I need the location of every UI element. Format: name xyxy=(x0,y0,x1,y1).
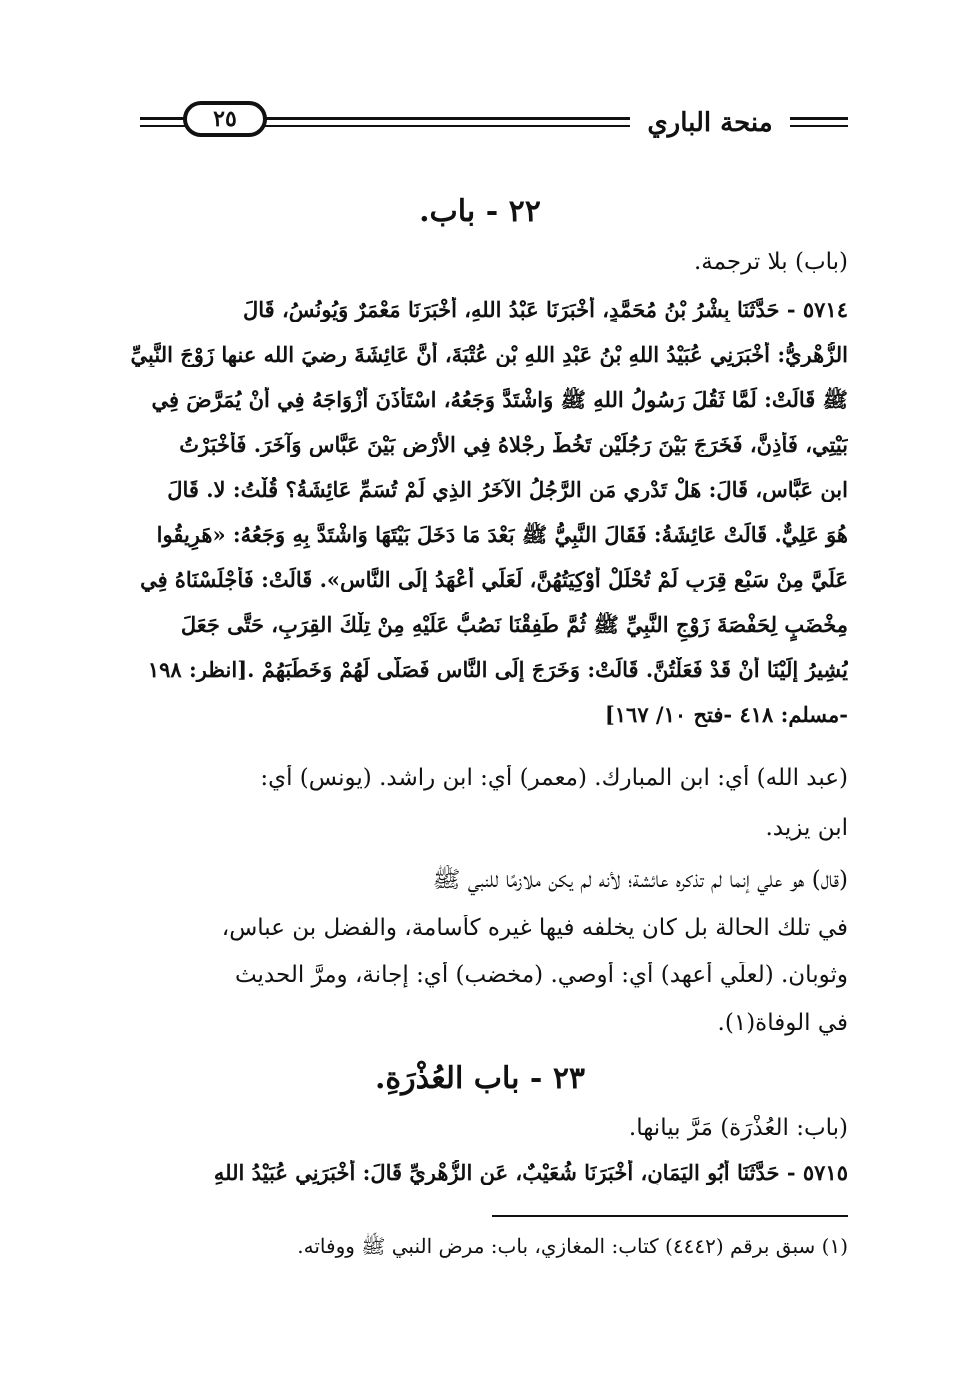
hadith-line: ابن عَبَّاسٍ، قَالَ: هَلْ تَدْرِي مَنِ الرَّجُلُ الآخَرُ الذِي لَمْ تُسَمِّ عَائِشَةُ؟ قُلْتُ: لا. قَالَ xyxy=(167,477,848,502)
commentary-line: (قال) هو علي إنما لم تذكره عائشة؛ لأنه لم يكن ملازمًا للنبي ﷺ xyxy=(432,867,848,893)
hadith-line: ٥٧١٤ - حَدَّثَنَا بِشْرُ بْنُ مُحَمَّدٍ، أَخْبَرَنَا عَبْدُ اللهِ، أَخْبَرَنَا مَعْمَرٌ وَيُونُسُ، قَالَ xyxy=(242,297,848,322)
header-rule-left-bottom xyxy=(140,125,185,127)
page-number: ٢٥ xyxy=(183,101,267,137)
header-rule-middle-bottom xyxy=(265,125,630,127)
section-23-intro: (باب: العُذْرَة) مَرَّ بيانها. xyxy=(628,1115,848,1141)
header-rule-right-top xyxy=(790,117,848,120)
hadith-line: يُشِيرُ إِلَيْنَا أَنْ قَدْ فَعَلْتُنَّ. قَالَتْ: وَخَرَجَ إِلَى النَّاسِ فَصَلَّى لَهُمْ وَخَطَبَهُمْ .[انظر: ١٩٨ xyxy=(147,657,848,682)
commentary-line: ابن يزيد. xyxy=(765,815,848,841)
header-rule-middle-top xyxy=(265,117,630,120)
book-title: منحة الباري xyxy=(647,108,773,138)
hadith-reference: -مسلم: ٤١٨ -فتح ١٠/ ١٦٧] xyxy=(604,702,848,727)
header-rule-right-bottom xyxy=(790,125,848,127)
header-rule-left-top xyxy=(140,117,185,120)
section-23-heading: ٢٣ - باب العُذْرَةِ. xyxy=(374,1061,586,1096)
hadith-line: عَلَيَّ مِنْ سَبْعِ قِرَبٍ لَمْ تُحْلَلْ أَوْكِيَتُهُنَّ، لَعَلِّي أَعْهَدُ إِلَى النَّاسِ». قَالَتْ: فَأَجْلَسْنَاهُ فِي xyxy=(140,567,848,592)
hadith-line: ٥٧١٥ - حَدَّثَنَا أَبُو اليَمَانِ، أَخْبَرَنَا شُعَيْبٌ، عَنِ الزُّهْرِيِّ قَالَ: أَخْبَرَنِي عُبَيْدُ اللهِ xyxy=(213,1160,848,1185)
commentary-line: (عبد الله) أي: ابن المبارك. (معمر) أي: ابن راشد. (يونس) أي: xyxy=(260,765,848,791)
hadith-line: الزُّهْرِيُّ: أَخْبَرَنِي عُبَيْدُ اللهِ بْنُ عَبْدِ اللهِ بْنِ عُتْبَةَ، أَنَّ عَائِشَةَ رضيَ الله عنها زَوْجَ النَّبِيِّ xyxy=(130,342,848,367)
hadith-line: بَيْتِي، فَأَذِنَّ، فَخَرَجَ بَيْنَ رَجُلَيْنِ تَخُطُّ رِجْلاهُ فِي الأَرْضِ بَيْنَ عَبَّاسٍ وَآخَرَ. فَأَخْبَرْتُ xyxy=(179,432,848,457)
hadith-line: هُوَ عَلِيٌّ. قَالَتْ عَائِشَةُ: فَقَالَ النَّبِيُّ ﷺ بَعْدَ مَا دَخَلَ بَيْتَهَا وَاشْتَدَّ بِهِ وَجَعُهُ: «هَرِيقُوا xyxy=(156,522,848,547)
commentary-line: في الوفاة(١). xyxy=(717,1010,848,1036)
section-22-heading: ٢٢ - باب. xyxy=(419,194,541,229)
hadith-line: مِخْضَبٍ لِحَفْصَةَ زَوْجِ النَّبِيِّ ﷺ ثُمَّ طَفِقْنَا نَصُبُّ عَلَيْهِ مِنْ تِلْكَ القِرَبِ، حَتَّى جَعَلَ xyxy=(180,612,848,637)
section-22-intro: (باب) بلا ترجمة. xyxy=(693,249,848,275)
commentary-line: في تلك الحالة بل كان يخلفه فيها غيره كأسامة، والفضل بن عباس، xyxy=(221,915,848,941)
footnote-rule xyxy=(492,1215,848,1217)
footnote: (١) سبق برقم (٤٤٤٢) كتاب: المغازي، باب: مرض النبي ﷺ ووفاته. xyxy=(297,1234,848,1258)
commentary-line: وثوبان. (لعلِّي أعهد) أي: أوصي. (مخضب) أي: إجانة، ومرَّ الحديث xyxy=(234,962,848,988)
hadith-line: ﷺ قَالَتْ: لَمَّا ثَقُلَ رَسُولُ اللهِ ﷺ وَاشْتَدَّ وَجَعُهُ، اسْتَأْذَنَ أَزْوَاجَهُ فِي أَنْ يُمَرَّضَ فِي xyxy=(151,387,848,412)
